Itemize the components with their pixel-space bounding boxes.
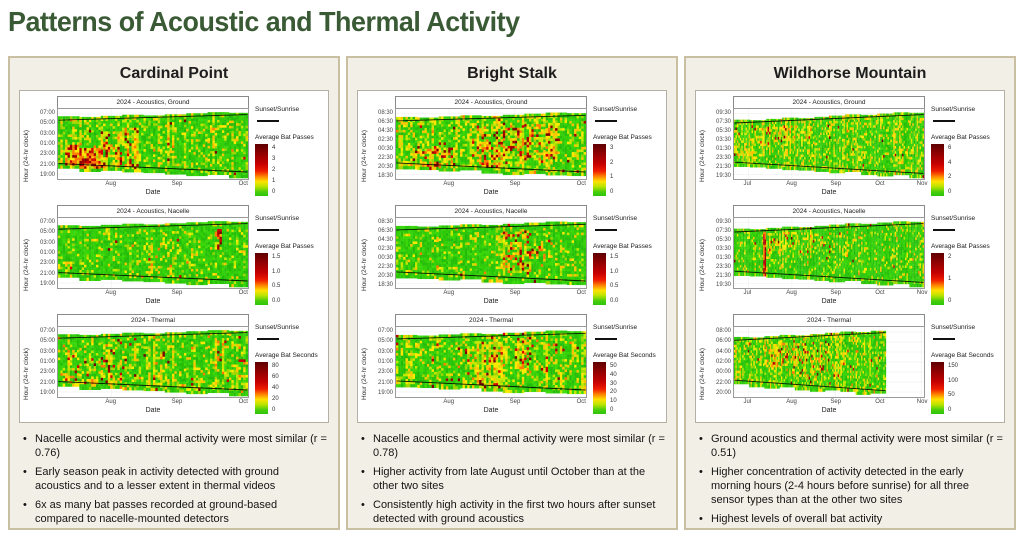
sunset-sunrise-line-icon bbox=[933, 229, 955, 231]
colorbar-ticks: 50 40 30 20 10 0 bbox=[610, 363, 617, 413]
sunset-sunrise-legend-label: Sunset/Sunrise bbox=[931, 106, 976, 113]
y-axis-label: Hour (24-hr clock) bbox=[23, 348, 30, 401]
colorbar-gradient bbox=[255, 362, 268, 414]
sunset-sunrise-legend-label: Sunset/Sunrise bbox=[593, 324, 638, 331]
panel-wildhorse-mountain bbox=[684, 56, 1016, 530]
x-tick: Aug bbox=[786, 181, 797, 187]
colorbar-label: Average Bat Seconds bbox=[255, 352, 318, 359]
sunset-sunrise-line-icon bbox=[933, 338, 955, 340]
heatmap-plot bbox=[733, 217, 925, 289]
x-axis-label: Date bbox=[483, 407, 499, 414]
sunset-sunrise-legend-label: Sunset/Sunrise bbox=[255, 324, 300, 331]
y-axis-ticks: 07:00 05:00 03:00 01:00 23:00 21:00 19:00 bbox=[377, 328, 393, 396]
sunset-sunrise-legend-label: Sunset/Sunrise bbox=[255, 106, 300, 113]
y-axis-ticks: 08:30 06:30 04:30 02:30 00:30 22:30 20:30 18:30 bbox=[377, 218, 393, 288]
panel-bright-stalk bbox=[346, 56, 678, 530]
x-axis-ticks bbox=[395, 398, 587, 406]
x-axis-ticks bbox=[57, 289, 249, 297]
heatmap-canvas bbox=[734, 218, 924, 288]
colorbar-ticks: 1.5 1.0 0.5 0.0 bbox=[610, 254, 619, 304]
y-axis-ticks: 07:00 05:00 03:00 01:00 23:00 21:00 19:00 bbox=[39, 328, 55, 396]
colorbar-ticks: 80 60 40 20 0 bbox=[272, 363, 279, 413]
x-tick: Sep bbox=[830, 399, 842, 405]
heatmap-canvas bbox=[58, 109, 248, 179]
colorbar-gradient bbox=[593, 362, 606, 414]
x-tick: Sep bbox=[509, 399, 521, 405]
colorbar bbox=[255, 362, 325, 414]
figure-stack bbox=[357, 90, 667, 423]
heatmap-plot bbox=[395, 326, 587, 398]
heatmap-figure bbox=[23, 205, 325, 311]
plot-title: 2024 - Acoustics, Ground bbox=[733, 96, 925, 108]
colorbar-label: Average Bat Passes bbox=[255, 134, 314, 141]
y-axis-ticks: 09:30 07:30 05:30 03:30 01:30 23:30 21:30 19:30 bbox=[715, 218, 731, 288]
legend bbox=[925, 205, 1001, 311]
x-tick: Sep bbox=[830, 290, 842, 296]
plot-title: 2024 - Acoustics, Nacelle bbox=[733, 205, 925, 217]
x-tick: Oct bbox=[576, 399, 586, 405]
sunset-sunrise-line-icon bbox=[595, 120, 617, 122]
x-axis-label: Date bbox=[483, 189, 499, 196]
colorbar-gradient bbox=[255, 144, 268, 196]
colorbar bbox=[931, 362, 1001, 414]
heatmap-canvas bbox=[58, 327, 248, 397]
x-tick: Sep bbox=[171, 290, 183, 296]
colorbar-ticks: 2 1 0 bbox=[948, 254, 952, 304]
x-tick: Nov bbox=[916, 399, 928, 405]
x-axis-label: Date bbox=[821, 189, 837, 196]
legend bbox=[249, 205, 325, 311]
colorbar bbox=[255, 144, 325, 196]
plot-title: 2024 - Acoustics, Nacelle bbox=[395, 205, 587, 217]
panel-cardinal-point bbox=[8, 56, 340, 530]
legend bbox=[587, 205, 663, 311]
plot-column bbox=[395, 205, 587, 311]
plot-column bbox=[733, 96, 928, 202]
x-tick: Sep bbox=[830, 181, 842, 187]
colorbar-ticks: 1.5 1.0 0.5 0.0 bbox=[272, 254, 281, 304]
plot-title: 2024 - Thermal bbox=[57, 314, 249, 326]
colorbar bbox=[593, 144, 663, 196]
x-tick: Jul bbox=[743, 290, 752, 296]
bullet-list: • Nacelle acoustics and thermal activity were most similar (r = 0.76) • Early season peak in activity detected with ground acoustics and to a lesser extent in thermal videos • 6x as many bat passes recorded at ground-based compared to nacelle-mounted detectors bbox=[19, 432, 329, 526]
legend bbox=[587, 96, 663, 202]
sunset-sunrise-legend-label: Sunset/Sunrise bbox=[931, 324, 976, 331]
colorbar bbox=[593, 362, 663, 414]
legend bbox=[587, 314, 663, 420]
x-tick: Aug bbox=[105, 290, 117, 296]
y-axis-label: Hour (24-hr clock) bbox=[699, 348, 706, 401]
sunset-sunrise-line-icon bbox=[595, 338, 617, 340]
x-tick: Aug bbox=[786, 399, 797, 405]
x-axis-ticks bbox=[57, 180, 249, 188]
x-tick: Aug bbox=[443, 181, 455, 187]
x-tick: Aug bbox=[786, 290, 797, 296]
heatmap-canvas bbox=[396, 109, 586, 179]
x-axis-label: Date bbox=[821, 407, 837, 414]
heatmap-figure bbox=[23, 314, 325, 420]
x-tick: Nov bbox=[916, 181, 928, 187]
legend bbox=[249, 314, 325, 420]
heatmap-canvas bbox=[734, 327, 924, 397]
panels-row bbox=[8, 56, 1016, 530]
colorbar bbox=[931, 253, 1001, 305]
heatmap-plot bbox=[733, 326, 925, 398]
colorbar-gradient bbox=[255, 253, 268, 305]
panel-title: Wildhorse Mountain bbox=[773, 65, 927, 82]
x-tick: Sep bbox=[171, 399, 183, 405]
colorbar-label: Average Bat Seconds bbox=[593, 352, 656, 359]
x-axis-ticks bbox=[733, 398, 928, 406]
plot-title: 2024 - Acoustics, Ground bbox=[395, 96, 587, 108]
figure-stack bbox=[695, 90, 1005, 423]
colorbar-label: Average Bat Passes bbox=[593, 243, 652, 250]
y-axis-ticks: 07:00 05:00 03:00 01:00 23:00 21:00 19:00 bbox=[39, 219, 55, 287]
heatmap-figure bbox=[361, 205, 663, 311]
y-axis-label: Hour (24-hr clock) bbox=[361, 348, 368, 401]
x-tick: Aug bbox=[105, 181, 117, 187]
y-axis-ticks: 08:30 06:30 04:30 02:30 00:30 22:30 20:30 18:30 bbox=[377, 109, 393, 179]
y-axis-label: Hour (24-hr clock) bbox=[23, 130, 30, 183]
x-tick: Oct bbox=[875, 399, 885, 405]
x-tick: Nov bbox=[916, 290, 928, 296]
x-axis-ticks bbox=[57, 398, 249, 406]
x-tick: Oct bbox=[875, 290, 885, 296]
sunset-sunrise-legend-label: Sunset/Sunrise bbox=[593, 106, 638, 113]
colorbar bbox=[255, 253, 325, 305]
sunset-sunrise-line-icon bbox=[257, 120, 279, 122]
colorbar-gradient bbox=[593, 253, 606, 305]
heatmap-plot bbox=[57, 217, 249, 289]
heatmap-canvas bbox=[58, 218, 248, 288]
x-tick: Oct bbox=[238, 399, 248, 405]
panel-title: Cardinal Point bbox=[119, 65, 229, 82]
x-axis-label: Date bbox=[145, 407, 161, 414]
plot-column bbox=[57, 205, 249, 311]
heatmap-figure bbox=[361, 314, 663, 420]
y-axis-label: Hour (24-hr clock) bbox=[361, 239, 368, 292]
heatmap-plot bbox=[57, 326, 249, 398]
colorbar-gradient bbox=[931, 362, 944, 414]
y-axis-label: Hour (24-hr clock) bbox=[699, 130, 706, 183]
x-tick: Sep bbox=[509, 181, 521, 187]
plot-column bbox=[733, 205, 928, 311]
heatmap-figure bbox=[699, 314, 1001, 420]
colorbar-ticks: 150 100 50 0 bbox=[948, 363, 959, 413]
x-tick: Oct bbox=[238, 290, 248, 296]
plot-column bbox=[733, 314, 928, 420]
x-tick: Aug bbox=[105, 399, 117, 405]
x-tick: Aug bbox=[443, 290, 455, 296]
legend bbox=[925, 96, 1001, 202]
y-axis-label: Hour (24-hr clock) bbox=[23, 239, 30, 292]
heatmap-figure bbox=[699, 205, 1001, 311]
sunset-sunrise-line-icon bbox=[257, 338, 279, 340]
heatmap-figure bbox=[699, 96, 1001, 202]
colorbar-label: Average Bat Passes bbox=[931, 243, 990, 250]
x-tick: Jul bbox=[743, 181, 752, 187]
x-tick: Oct bbox=[576, 181, 586, 187]
panel-title: Bright Stalk bbox=[467, 65, 557, 82]
sunset-sunrise-legend-label: Sunset/Sunrise bbox=[931, 215, 976, 222]
x-tick: Sep bbox=[509, 290, 521, 296]
sunset-sunrise-legend-label: Sunset/Sunrise bbox=[593, 215, 638, 222]
heatmap-canvas bbox=[396, 218, 586, 288]
heatmap-plot bbox=[395, 217, 587, 289]
colorbar-gradient bbox=[931, 144, 944, 196]
y-axis-ticks: 07:00 05:00 03:00 01:00 23:00 21:00 19:00 bbox=[39, 110, 55, 178]
colorbar-gradient bbox=[931, 253, 944, 305]
figure-stack bbox=[19, 90, 329, 423]
heatmap-plot bbox=[57, 108, 249, 180]
page-title: Patterns of Acoustic and Thermal Activity bbox=[8, 6, 520, 37]
colorbar-ticks: 6 4 2 0 bbox=[948, 145, 952, 195]
legend bbox=[925, 314, 1001, 420]
sunset-sunrise-line-icon bbox=[933, 120, 955, 122]
x-tick: Jul bbox=[743, 399, 752, 405]
heatmap-canvas bbox=[396, 327, 586, 397]
y-axis-ticks: 09:30 07:30 05:30 03:30 01:30 23:30 21:30 19:30 bbox=[715, 109, 731, 179]
plot-column bbox=[395, 314, 587, 420]
x-tick: Oct bbox=[576, 290, 586, 296]
x-axis-label: Date bbox=[145, 189, 161, 196]
heatmap-figure bbox=[23, 96, 325, 202]
bullet-list: • Ground acoustics and thermal activity were most similar (r = 0.51) • Higher concentration of activity detected in the early morning hours (2-4 hours before sunrise) for all three sensor types than at the other two sites • Highest levels of overall bat activity bbox=[695, 432, 1005, 526]
plot-title: 2024 - Acoustics, Ground bbox=[57, 96, 249, 108]
heatmap-plot bbox=[395, 108, 587, 180]
x-tick: Aug bbox=[443, 399, 455, 405]
colorbar bbox=[931, 144, 1001, 196]
x-axis-ticks bbox=[395, 289, 587, 297]
bullet-list: • Nacelle acoustics and thermal activity were most similar (r = 0.78) • Higher activity from late August until October than at the other two sites • Consistently high activity in the first two hours after sunset detected with ground acoustics bbox=[357, 432, 667, 526]
sunset-sunrise-legend-label: Sunset/Sunrise bbox=[255, 215, 300, 222]
x-axis-ticks bbox=[733, 289, 928, 297]
colorbar-label: Average Bat Passes bbox=[593, 134, 652, 141]
colorbar-label: Average Bat Seconds bbox=[931, 352, 994, 359]
plot-column bbox=[57, 314, 249, 420]
x-axis-label: Date bbox=[821, 298, 837, 305]
plot-column bbox=[57, 96, 249, 202]
x-tick: Sep bbox=[171, 181, 183, 187]
colorbar-label: Average Bat Passes bbox=[255, 243, 314, 250]
y-axis-ticks: 08:00 06:00 04:00 02:00 00:00 22:00 20:00 bbox=[715, 328, 731, 396]
plot-column bbox=[395, 96, 587, 202]
sunset-sunrise-line-icon bbox=[595, 229, 617, 231]
plot-title: 2024 - Acoustics, Nacelle bbox=[57, 205, 249, 217]
x-axis-label: Date bbox=[483, 298, 499, 305]
colorbar-ticks: 4 3 2 1 0 bbox=[272, 145, 276, 195]
sunset-sunrise-line-icon bbox=[257, 229, 279, 231]
plot-title: 2024 - Thermal bbox=[395, 314, 587, 326]
colorbar bbox=[593, 253, 663, 305]
x-axis-ticks bbox=[733, 180, 928, 188]
x-tick: Oct bbox=[875, 181, 885, 187]
colorbar-label: Average Bat Passes bbox=[931, 134, 990, 141]
x-axis-label: Date bbox=[145, 298, 161, 305]
plot-title: 2024 - Thermal bbox=[733, 314, 925, 326]
heatmap-plot bbox=[733, 108, 925, 180]
heatmap-canvas bbox=[734, 109, 924, 179]
x-axis-ticks bbox=[395, 180, 587, 188]
x-tick: Oct bbox=[238, 181, 248, 187]
heatmap-figure bbox=[361, 96, 663, 202]
y-axis-label: Hour (24-hr clock) bbox=[699, 239, 706, 292]
legend bbox=[249, 96, 325, 202]
y-axis-label: Hour (24-hr clock) bbox=[361, 130, 368, 183]
colorbar-gradient bbox=[593, 144, 606, 196]
colorbar-ticks: 3 2 1 0 bbox=[610, 145, 614, 195]
